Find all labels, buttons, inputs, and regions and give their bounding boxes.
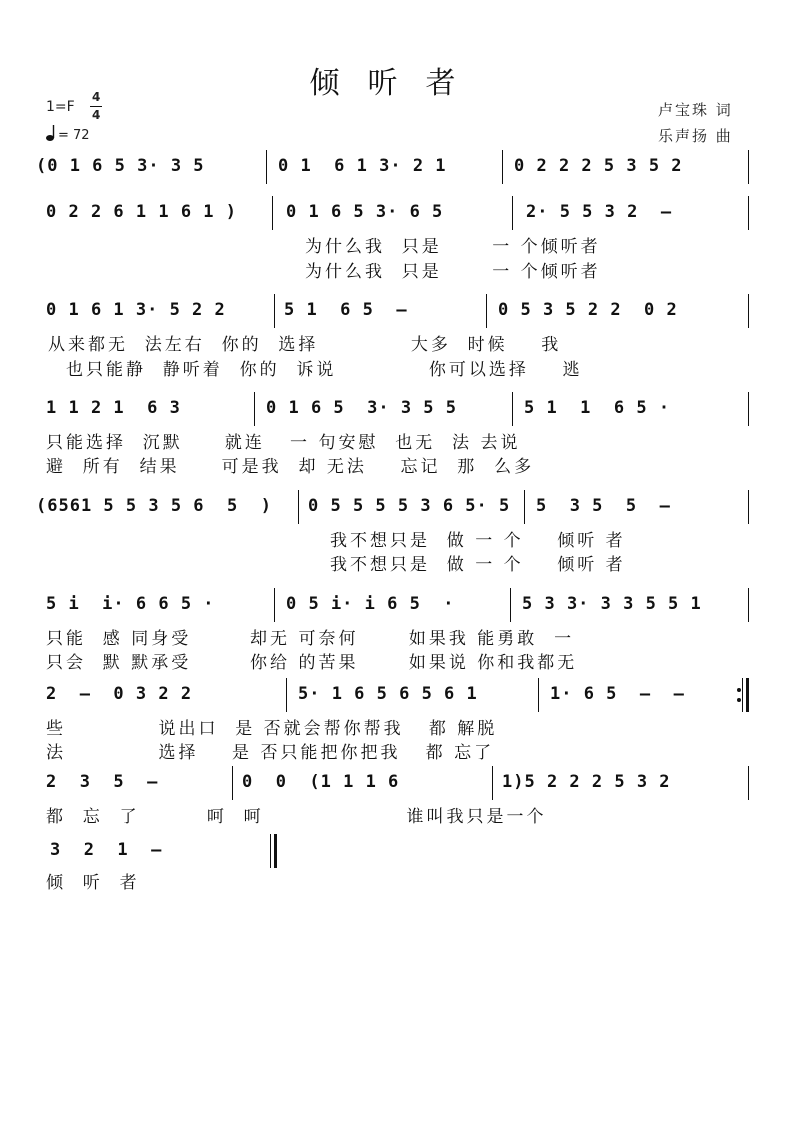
lyric-line-2: 我不想只是 做 一 个 倾听 者 bbox=[330, 555, 626, 575]
measure-notes: 1· 6 5 – – bbox=[550, 684, 685, 704]
measure-notes: 0 1 6 1 3· 5 2 2 bbox=[46, 300, 226, 320]
barline bbox=[502, 150, 503, 184]
measure-notes: 5 3 3· 3 3 5 5 1 bbox=[522, 594, 702, 614]
staff-system-7 bbox=[36, 678, 749, 712]
barline bbox=[486, 294, 487, 328]
measure-notes: (6561 5 5 3 5 6 5 ) bbox=[36, 496, 272, 516]
staff-system-8 bbox=[36, 766, 749, 800]
measure-notes: 0 1 6 5 3· 6 5 bbox=[286, 202, 444, 222]
song-title: 倾听者 bbox=[309, 66, 484, 101]
lyricist-credit: 卢宝珠 词 bbox=[658, 101, 733, 119]
barline bbox=[748, 490, 749, 524]
time-signature-line bbox=[90, 106, 102, 107]
measure-notes: 0 0 (1 1 1 6 bbox=[242, 772, 400, 792]
barline bbox=[286, 678, 287, 712]
time-signature-bottom: 4 bbox=[92, 108, 101, 122]
quarter-note-icon bbox=[46, 124, 58, 146]
measure-notes: 0 1 6 5 3· 3 5 5 bbox=[266, 398, 457, 418]
barline bbox=[748, 588, 749, 622]
lyric-line-1: 都 忘 了 呵 呵 谁叫我只是一个 bbox=[46, 807, 547, 827]
measure-notes: 5 1 1 6 5 · bbox=[524, 398, 671, 418]
barline bbox=[274, 294, 275, 328]
barline bbox=[538, 678, 539, 712]
measure-notes: 2 – 0 3 2 2 bbox=[46, 684, 193, 704]
lyric-line-2: 只会 默 默承受 你给 的苦果 如果说 你和我都无 bbox=[46, 653, 578, 673]
barline bbox=[748, 392, 749, 426]
barline bbox=[748, 766, 749, 800]
repeat-barline bbox=[742, 678, 750, 712]
lyric-line-2: 为什么我 只是 一 个倾听者 bbox=[305, 262, 601, 282]
staff-system-5 bbox=[36, 490, 749, 524]
barline bbox=[524, 490, 525, 524]
measure-notes: 0 5 5 5 5 3 6 5· 5 bbox=[308, 496, 511, 516]
measure-notes: 5 1 6 5 – bbox=[284, 300, 408, 320]
lyric-line-1: 为什么我 只是 一 个倾听者 bbox=[305, 237, 601, 257]
measure-notes: 1 1 2 1 6 3 bbox=[46, 398, 181, 418]
staff-system-3 bbox=[36, 294, 749, 328]
staff-system-1 bbox=[36, 150, 749, 184]
final-barline bbox=[270, 834, 278, 868]
measure-notes: 2· 5 5 3 2 – bbox=[526, 202, 673, 222]
lyric-line-2: 也只能静 静听着 你的 诉说 你可以选择 逃 bbox=[66, 360, 583, 380]
measure-notes: (0 1 6 5 3· 3 5 bbox=[36, 156, 205, 176]
measure-notes: 0 5 3 5 2 2 0 2 bbox=[498, 300, 678, 320]
repeat-dot bbox=[737, 688, 741, 692]
barline bbox=[748, 294, 749, 328]
barline bbox=[298, 490, 299, 524]
tempo-marking: = 72 bbox=[58, 128, 90, 143]
measure-notes: 0 2 2 6 1 1 6 1 ) bbox=[46, 202, 237, 222]
repeat-dot bbox=[737, 698, 741, 702]
measure-notes: 3 2 1 – bbox=[50, 840, 163, 860]
measure-notes: 0 2 2 2 5 3 5 2 bbox=[514, 156, 683, 176]
barline bbox=[748, 196, 749, 230]
lyric-line-1: 我不想只是 做 一 个 倾听 者 bbox=[330, 531, 626, 551]
staff-system-9 bbox=[36, 834, 749, 868]
barline bbox=[512, 392, 513, 426]
barline bbox=[748, 150, 749, 184]
barline bbox=[492, 766, 493, 800]
staff-system-6 bbox=[36, 588, 749, 622]
lyric-line-1: 倾 听 者 bbox=[46, 873, 140, 893]
barline bbox=[274, 588, 275, 622]
measure-notes: 0 5 i· i 6 5 · bbox=[286, 594, 455, 614]
lyric-line-2: 法 选择 是 否只能把你把我 都 忘了 bbox=[46, 743, 495, 763]
measure-notes: 5· 1 6 5 6 5 6 1 bbox=[298, 684, 478, 704]
lyric-line-1: 只能 感 同身受 却无 可奈何 如果我 能勇敢 一 bbox=[46, 629, 575, 649]
barline bbox=[510, 588, 511, 622]
composer-credit: 乐声扬 曲 bbox=[658, 127, 733, 145]
barline bbox=[512, 196, 513, 230]
staff-system-2 bbox=[36, 196, 749, 230]
time-signature-top: 4 bbox=[92, 90, 101, 104]
barline bbox=[254, 392, 255, 426]
lyric-line-1: 从来都无 法左右 你的 选择 大多 时候 我 bbox=[48, 335, 562, 355]
lyric-line-2: 避 所有 结果 可是我 却 无法 忘记 那 么多 bbox=[46, 457, 535, 477]
measure-notes: 0 1 6 1 3· 2 1 bbox=[278, 156, 447, 176]
lyric-line-1: 些 说出口 是 否就会帮你帮我 都 解脱 bbox=[46, 719, 498, 739]
barline bbox=[266, 150, 267, 184]
measure-notes: 5 3 5 5 – bbox=[536, 496, 671, 516]
lyric-line-1: 只能选择 沉默 就连 一 句安慰 也无 法 去说 bbox=[46, 433, 521, 453]
staff-system-4 bbox=[36, 392, 749, 426]
barline bbox=[272, 196, 273, 230]
measure-notes: 5 i i· 6 6 5 · bbox=[46, 594, 215, 614]
measure-notes: 1)5 2 2 2 5 3 2 bbox=[502, 772, 671, 792]
key-signature: 1=F bbox=[46, 99, 75, 115]
barline bbox=[232, 766, 233, 800]
measure-notes: 2 3 5 – bbox=[46, 772, 159, 792]
